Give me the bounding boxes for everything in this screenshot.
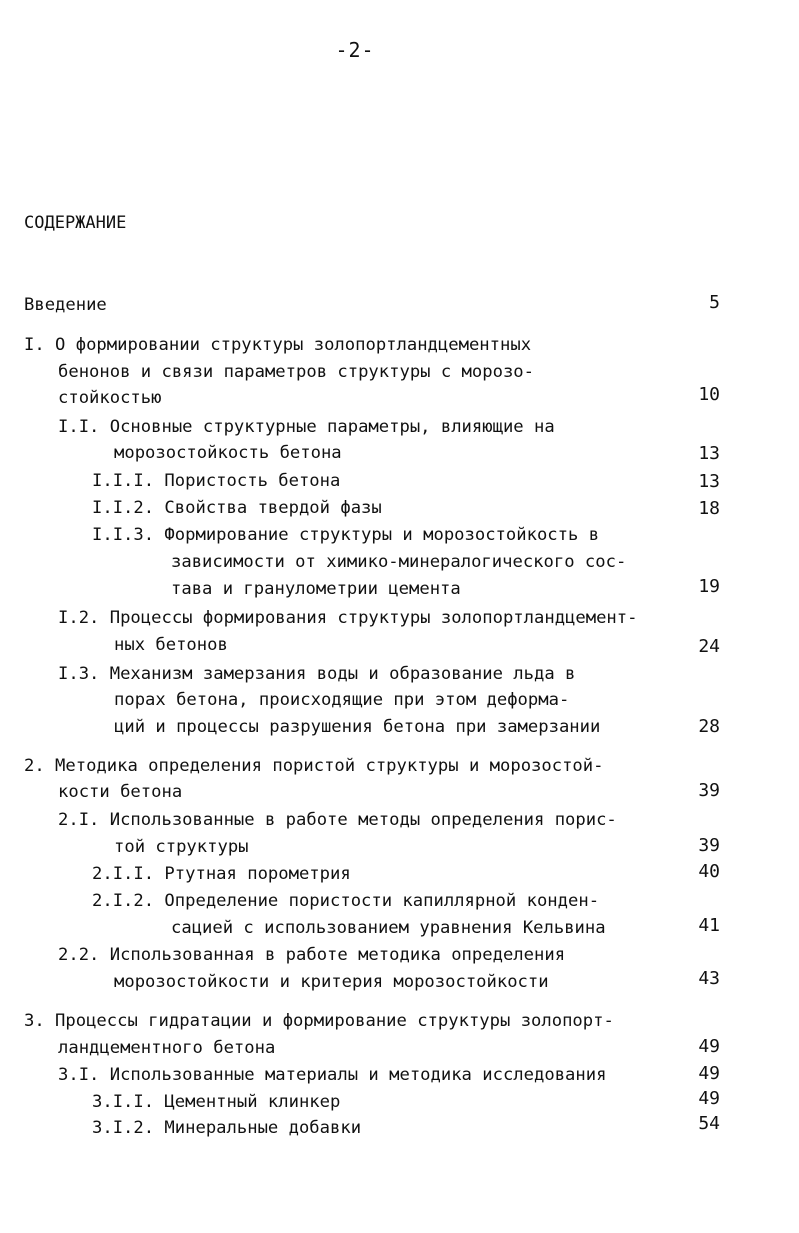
toc-entry-s1-1-2-page: 18 (698, 498, 720, 519)
toc-entry-s2-1-2-line-2: сацией с использованием уравнения Кельвина (171, 918, 606, 938)
toc-entry-s3-1-1-page: 49 (698, 1088, 720, 1109)
toc-entry-s1-1-3-line-1: I.I.3. Формирование структуры и морозостойкость в (92, 525, 600, 545)
toc-entry-s3-1-2-line-1: 3.I.2. Минеральные добавки (92, 1118, 362, 1138)
toc-entry-ch2-page: 39 (698, 780, 720, 801)
toc-entry-s1-3-page: 28 (698, 716, 720, 737)
toc-entry-ch3-page: 49 (698, 1036, 720, 1057)
toc-entry-s1-2-line-2: ных бетонов (114, 635, 228, 655)
toc-entry-s2-2-line-2: морозостойкости и критерия морозостойкости (114, 972, 549, 992)
toc-entry-ch2-line-2: кости бетона (58, 782, 183, 802)
toc-entry-s1-1-3-line-3: тава и гранулометрии цемента (171, 579, 461, 599)
toc-entry-s2-1-page: 39 (698, 835, 720, 856)
toc-entry-s1-1-2-line-1: I.I.2. Свойства твердой фазы (92, 498, 382, 518)
toc-entry-intro-page: 5 (709, 292, 720, 313)
toc-entry-s1-1-1-line-1: I.I.I. Пористость бетона (92, 471, 341, 491)
toc-entry-s1-2-page: 24 (698, 636, 720, 657)
toc-entry-s3-1-line-1: 3.I. Использованные материалы и методика исследования (58, 1065, 607, 1085)
toc-entry-ch3-line-1: 3. Процессы гидратации и формирование структуры золопорт- (24, 1011, 614, 1031)
toc-entry-ch1-page: 10 (698, 384, 720, 405)
toc-entry-s2-1-line-2: той структуры (114, 837, 249, 857)
toc-entry-s1-1-3-page: 19 (698, 576, 720, 597)
page-number: -2- (335, 38, 375, 62)
toc-entry-s1-1-line-1: I.I. Основные структурные параметры, влияющие на (58, 417, 555, 437)
toc-entry-s2-1-2-page: 41 (698, 915, 720, 936)
toc-entry-s2-1-1-page: 40 (698, 861, 720, 882)
toc-entry-s1-3-line-2: порах бетона, происходящие при этом деформа- (114, 690, 570, 710)
toc-entry-ch1-line-1: I. О формировании структуры золопортландцементных (24, 335, 532, 355)
toc-title: СОДЕРЖАНИЕ (24, 213, 127, 233)
toc-entry-ch1-line-3: стойкостью (58, 388, 162, 408)
toc-entry-s2-1-2-line-1: 2.I.2. Определение пористости капиллярной конден- (92, 891, 600, 911)
toc-entry-ch2-line-1: 2. Методика определения пористой структуры и морозостой- (24, 756, 604, 776)
toc-entry-s1-3-line-1: I.3. Механизм замерзания воды и образование льда в (58, 664, 576, 684)
toc-entry-intro-line-1: Введение (24, 295, 107, 315)
toc-entry-s3-1-2-page: 54 (698, 1113, 720, 1134)
toc-entry-s1-1-page: 13 (698, 443, 720, 464)
toc-entry-s2-1-line-1: 2.I. Использованные в работе методы определения порис- (58, 810, 617, 830)
toc-entry-s3-1-page: 49 (698, 1063, 720, 1084)
toc-entry-s1-1-1-page: 13 (698, 471, 720, 492)
toc-entry-s1-1-3-line-2: зависимости от химико-минералогического сос- (171, 552, 627, 572)
toc-entry-s3-1-1-line-1: 3.I.I. Цементный клинкер (92, 1092, 341, 1112)
toc-entry-ch1-line-2: бенонов и связи параметров структуры с морозо- (58, 362, 534, 382)
toc-entry-s1-3-line-3: ций и процессы разрушения бетона при замерзании (114, 717, 601, 737)
toc-entry-s2-1-1-line-1: 2.I.I. Ртутная порометрия (92, 864, 351, 884)
toc-entry-s1-1-line-2: морозостойкость бетона (114, 443, 342, 463)
toc-entry-s1-2-line-1: I.2. Процессы формирования структуры золопортландцемент- (58, 608, 638, 628)
toc-entry-ch3-line-2: ландцементного бетона (58, 1038, 276, 1058)
toc-entry-s2-2-line-1: 2.2. Использованная в работе методика определения (58, 945, 566, 965)
toc-entry-s2-2-page: 43 (698, 968, 720, 989)
